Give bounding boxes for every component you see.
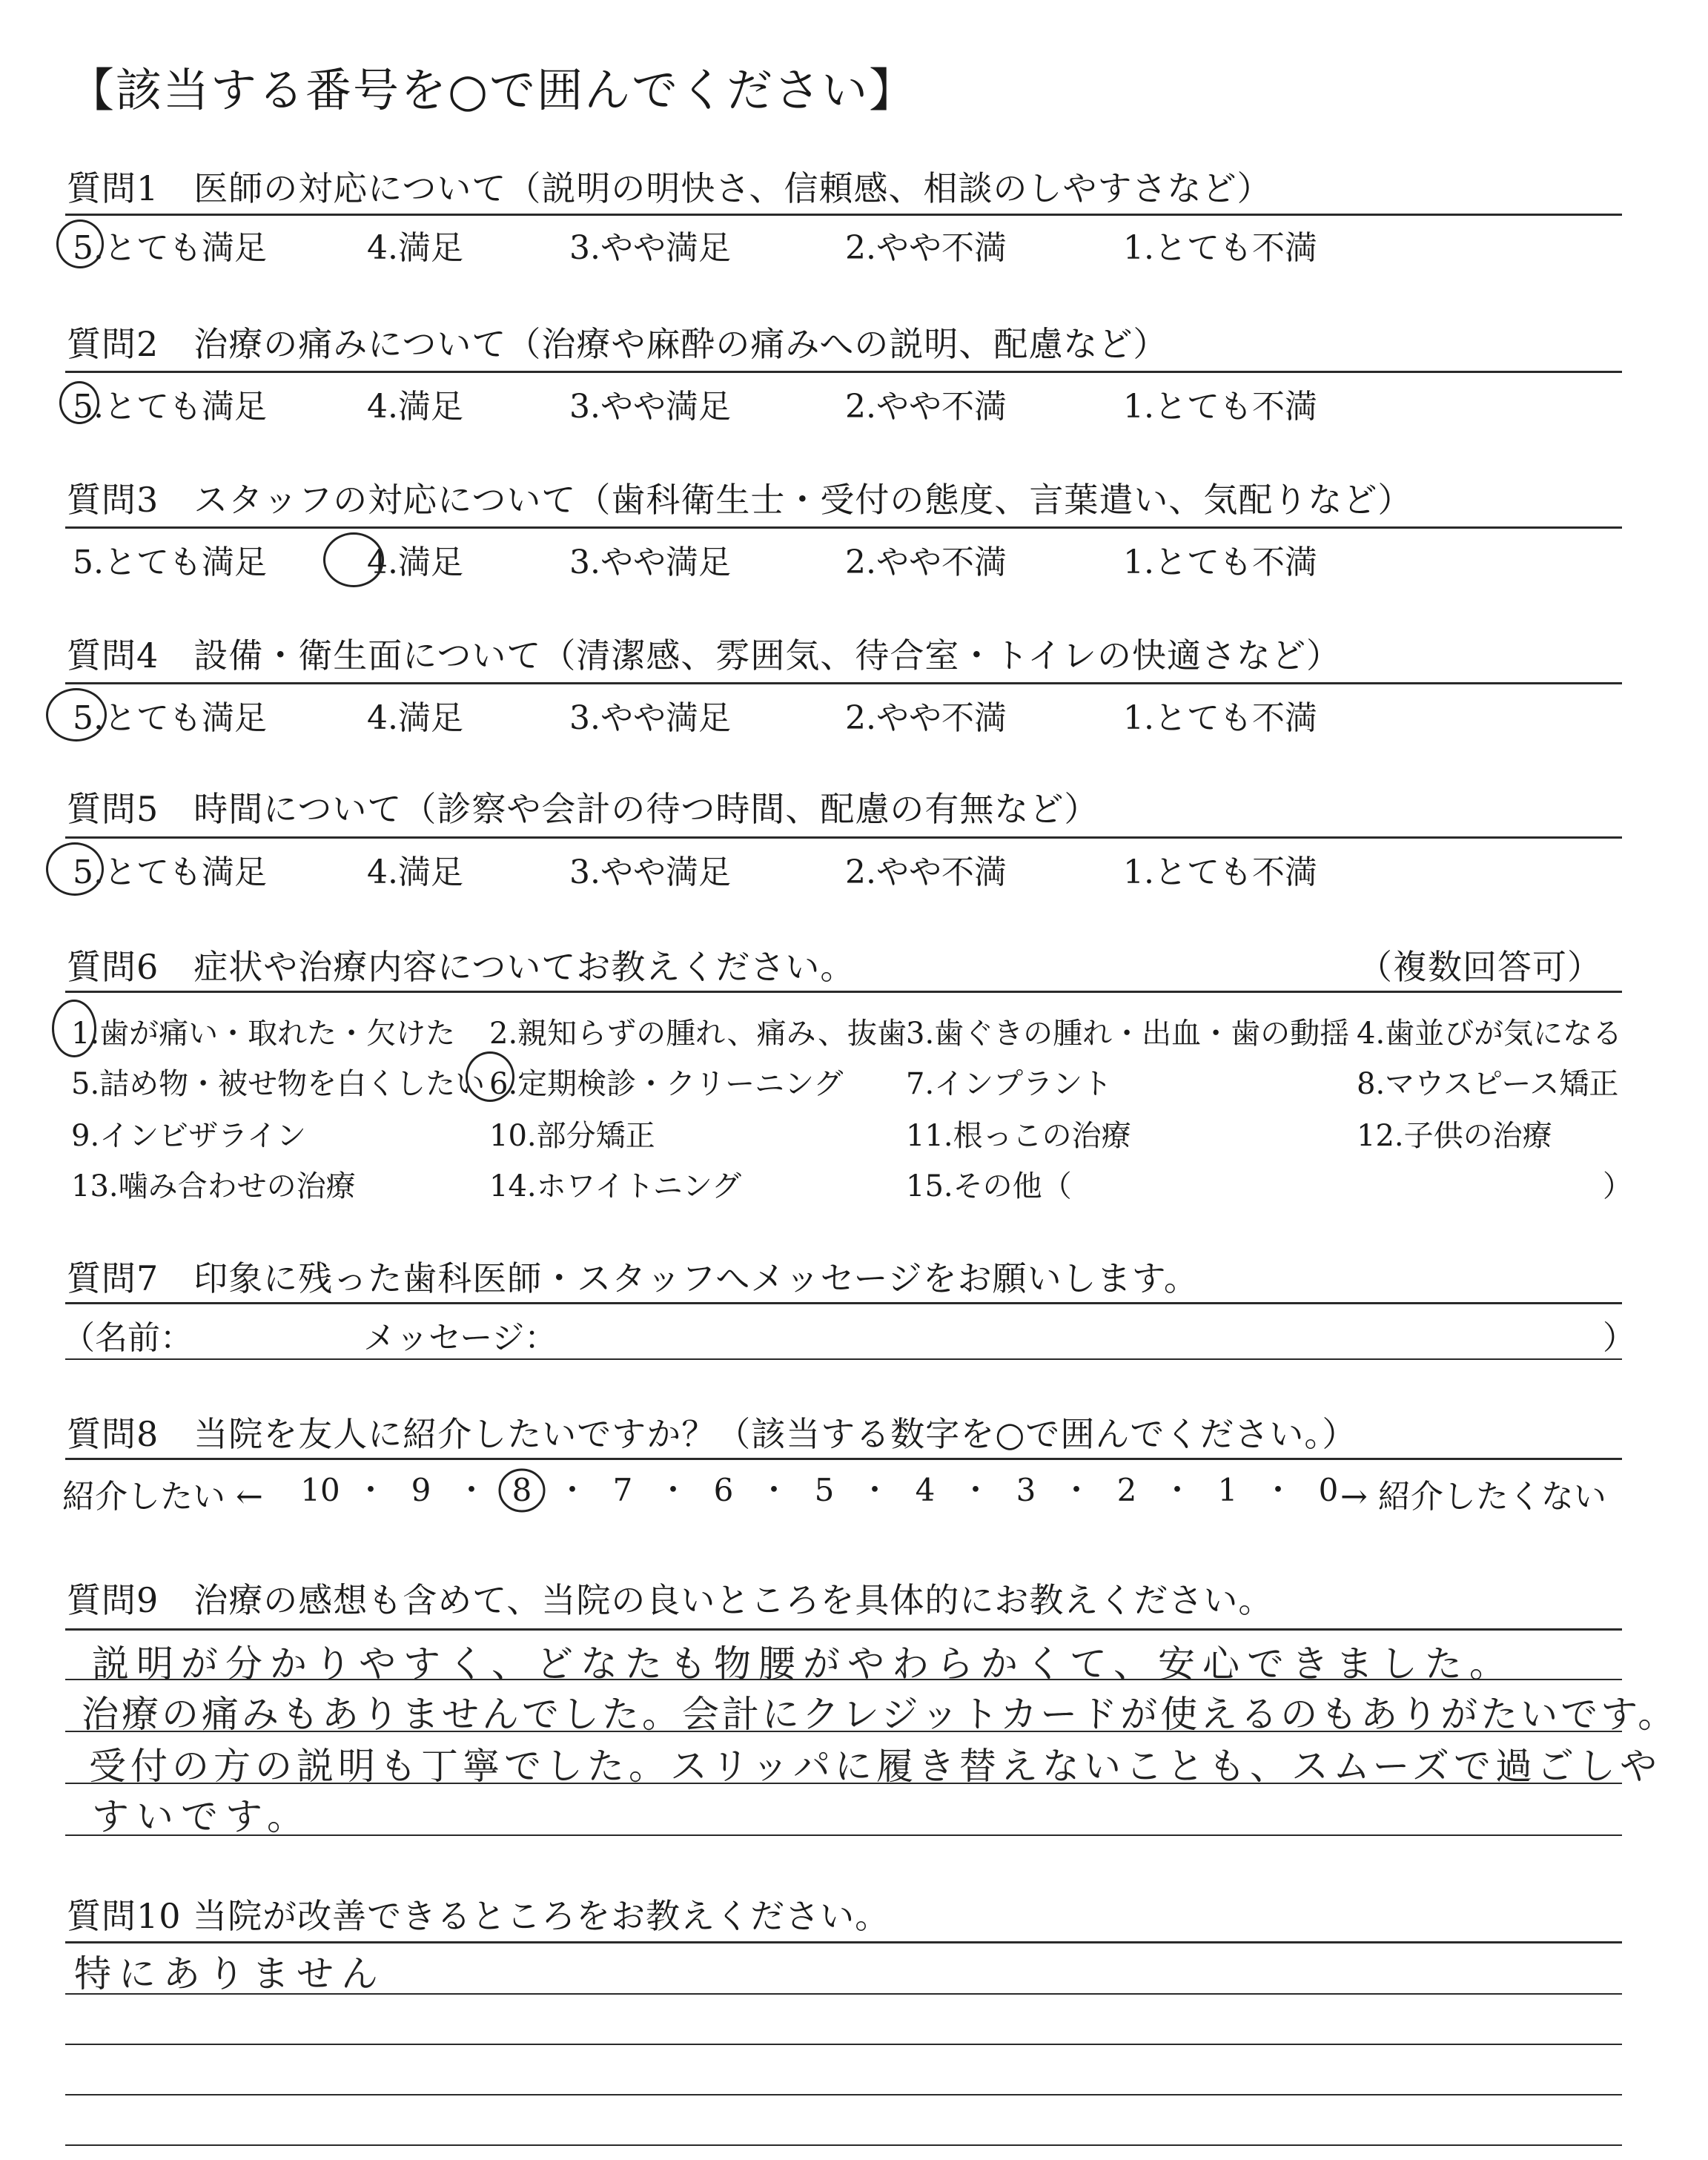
- q3-option-3[interactable]: 3.やや満足: [569, 544, 731, 581]
- q1-option-5[interactable]: 5.とても満足: [73, 229, 267, 267]
- q7-close-paren: ）: [1603, 1319, 1635, 1357]
- q8-left-label: 紹介したい ←: [62, 1478, 263, 1516]
- q7-message-label: メッセージ：: [363, 1319, 557, 1357]
- q2-selection-circle: [59, 381, 99, 424]
- q8-scale-dot: ・: [1161, 1472, 1194, 1508]
- q9-answer-line-3: 受付の方の説明も丁寧でした。スリッパに履き替えないことも、スムーズで過ごしや: [89, 1745, 1661, 1788]
- q8-scale-dot: ・: [455, 1472, 488, 1508]
- q6-item-1[interactable]: 1.歯が痛い・取れた・欠けた: [71, 1017, 456, 1051]
- q3-selection-circle: [323, 532, 384, 587]
- q3-option-5[interactable]: 5.とても満足: [73, 544, 267, 581]
- q6-item-15[interactable]: 15.その他（: [906, 1169, 1072, 1203]
- q1-rule: [65, 214, 1622, 216]
- q6-item-2[interactable]: 2.親知らずの腫れ、痛み、抜歯: [489, 1017, 907, 1051]
- q1-option-1[interactable]: 1.とても不満: [1123, 229, 1317, 267]
- q8-rule: [65, 1458, 1622, 1460]
- q8-heading: 質問8 当院を友人に紹介したいですか？（該当する数字を○で囲んでください。）: [67, 1414, 1357, 1454]
- q3-rule: [65, 526, 1622, 529]
- q8-scale-value[interactable]: 8: [512, 1472, 532, 1508]
- q1-option-4[interactable]: 4.満足: [367, 229, 463, 267]
- q6-item-4[interactable]: 4.歯並びが気になる: [1357, 1017, 1623, 1051]
- q8-scale-dot: ・: [959, 1472, 992, 1508]
- q7-answer-line[interactable]: [65, 1358, 1622, 1360]
- q9-answer-line-2: 治療の痛みもありませんでした。会計にクレジットカードが使えるのもありがたいです。: [82, 1693, 1678, 1736]
- q10-heading: 質問10 当院が改善できるところをお教えください。: [67, 1896, 890, 1936]
- q2-option-2[interactable]: 2.やや不満: [845, 388, 1007, 426]
- q8-scale-value[interactable]: 1: [1217, 1472, 1238, 1508]
- q10-answer-line-1: 特にありません: [74, 1952, 385, 1995]
- q9-heading: 質問9 治療の感想も含めて、当院の良いところを具体的にお教えください。: [67, 1580, 1274, 1620]
- q4-option-5[interactable]: 5.とても満足: [73, 699, 267, 737]
- q6-item-3[interactable]: 3.歯ぐきの腫れ・出血・歯の動揺: [906, 1017, 1350, 1051]
- q8-scale-value[interactable]: 9: [411, 1472, 431, 1508]
- q6-item-12[interactable]: 12.子供の治療: [1357, 1119, 1552, 1153]
- q6-item-10[interactable]: 10.部分矯正: [489, 1119, 655, 1153]
- q8-scale-dot: ・: [858, 1472, 891, 1508]
- q8-scale-value[interactable]: 5: [814, 1472, 835, 1508]
- q5-option-2[interactable]: 2.やや不満: [845, 853, 1007, 891]
- q8-scale-value[interactable]: 6: [713, 1472, 734, 1508]
- q4-option-3[interactable]: 3.やや満足: [569, 699, 731, 737]
- q2-option-5[interactable]: 5.とても満足: [73, 388, 267, 426]
- q6-item-14[interactable]: 14.ホワイトニング: [489, 1169, 742, 1203]
- q8-scale-value[interactable]: 7: [612, 1472, 633, 1508]
- q5-option-3[interactable]: 3.やや満足: [569, 853, 731, 891]
- q6-heading: 質問6 症状や治療内容についてお教えください。: [67, 947, 855, 987]
- q2-option-1[interactable]: 1.とても不満: [1123, 388, 1317, 426]
- q8-right-label: → 紹介したくない: [1340, 1478, 1606, 1516]
- page-title: 【該当する番号を○で囲んでください】: [68, 63, 917, 117]
- q8-scale-value[interactable]: 4: [915, 1472, 936, 1508]
- q8-scale-dot: ・: [556, 1472, 589, 1508]
- q6-item-8[interactable]: 8.マウスピース矯正: [1357, 1067, 1619, 1101]
- q10-line: [65, 2144, 1622, 2146]
- q8-scale-dot: ・: [1262, 1472, 1294, 1508]
- q5-rule: [65, 836, 1622, 839]
- q3-heading: 質問3 スタッフの対応について（歯科衛生士・受付の態度、言葉遣い、気配りなど）: [67, 480, 1413, 520]
- q10-rule: [65, 1941, 1622, 1943]
- q9-answer-line-1: 説明が分かりやすく、どなたも物腰がやわらかくて、安心できました。: [92, 1642, 1514, 1685]
- q8-scale-dot: ・: [354, 1472, 387, 1508]
- q6-item-9[interactable]: 9.インビザライン: [71, 1119, 306, 1153]
- q4-option-2[interactable]: 2.やや不満: [845, 699, 1007, 737]
- q4-heading: 質問4 設備・衛生面について（清潔感、雰囲気、待合室・トイレの快適さなど）: [67, 635, 1342, 676]
- q8-scale-value[interactable]: 0: [1318, 1472, 1339, 1508]
- q6-item-13[interactable]: 13.噛み合わせの治療: [71, 1169, 356, 1203]
- q7-rule: [65, 1302, 1622, 1304]
- q6-item-5[interactable]: 5.詰め物・被せ物を白くしたい: [71, 1067, 486, 1101]
- q3-option-1[interactable]: 1.とても不満: [1123, 544, 1317, 581]
- q2-option-3[interactable]: 3.やや満足: [569, 388, 731, 426]
- q10-line: [65, 2094, 1622, 2095]
- q5-option-5[interactable]: 5.とても満足: [73, 853, 267, 891]
- q4-rule: [65, 682, 1622, 684]
- q8-scale-dot: ・: [1060, 1472, 1093, 1508]
- q9-answer-line-4: すいです。: [92, 1795, 311, 1838]
- q6-item-11[interactable]: 11.根っこの治療: [906, 1119, 1131, 1153]
- q7-heading: 質問7 印象に残った歯科医師・スタッフへメッセージをお願いします。: [67, 1258, 1199, 1298]
- q9-rule: [65, 1628, 1622, 1631]
- q5-option-1[interactable]: 1.とても不満: [1123, 853, 1317, 891]
- q6-selection-circle-6: [466, 1051, 514, 1102]
- q5-selection-circle: [46, 842, 104, 896]
- q8-scale-dot: ・: [758, 1472, 790, 1508]
- q5-heading: 質問5 時間について（診察や会計の待つ時間、配慮の有無など）: [67, 789, 1099, 829]
- q6-rule: [65, 991, 1622, 993]
- q6-item-6[interactable]: 6.定期検診・クリーニング: [489, 1067, 844, 1101]
- q2-option-4[interactable]: 4.満足: [367, 388, 463, 426]
- q5-option-4[interactable]: 4.満足: [367, 853, 463, 891]
- q2-rule: [65, 371, 1622, 373]
- q6-item-7[interactable]: 7.インプラント: [906, 1067, 1113, 1101]
- q1-option-2[interactable]: 2.やや不満: [845, 229, 1007, 267]
- q10-line: [65, 2044, 1622, 2045]
- q8-scale-dot: ・: [657, 1472, 689, 1508]
- q8-scale-value[interactable]: 10: [300, 1472, 340, 1508]
- q8-scale-value[interactable]: 3: [1016, 1472, 1036, 1508]
- q8-scale-value[interactable]: 2: [1116, 1472, 1137, 1508]
- q1-option-3[interactable]: 3.やや満足: [569, 229, 731, 267]
- q6-selection-circle-1: [52, 1000, 96, 1057]
- q8-scale-graphic: [300, 1467, 1339, 1514]
- q4-option-1[interactable]: 1.とても不満: [1123, 699, 1317, 737]
- q7-name-label: （名前：: [62, 1319, 193, 1357]
- q1-heading: 質問1 医師の対応について（説明の明快さ、信頼感、相談のしやすさなど）: [67, 168, 1272, 208]
- q3-option-4[interactable]: 4.満足: [367, 544, 463, 581]
- q4-selection-circle: [46, 688, 107, 742]
- q1-selection-circle: [56, 219, 104, 268]
- q3-option-2[interactable]: 2.やや不満: [845, 544, 1007, 581]
- q6-item-15-close: ）: [1603, 1169, 1632, 1203]
- q4-option-4[interactable]: 4.満足: [367, 699, 463, 737]
- q6-note: （複数回答可）: [1358, 947, 1602, 987]
- q2-heading: 質問2 治療の痛みについて（治療や麻酔の痛みへの説明、配慮など）: [67, 324, 1168, 364]
